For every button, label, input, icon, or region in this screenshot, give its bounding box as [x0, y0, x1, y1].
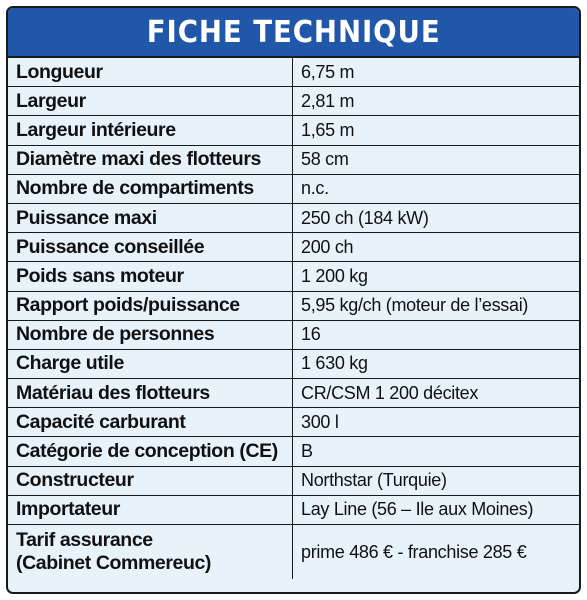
spec-row: [8, 58, 579, 87]
spec-table: [8, 58, 579, 579]
spec-row: [8, 233, 579, 262]
spec-label: Diamètre maxi des flotteurs: [8, 145, 293, 174]
spec-label: Puissance maxi: [8, 203, 293, 232]
spec-value: Northstar (Turquie): [293, 466, 580, 495]
spec-label: Catégorie de conception (CE): [8, 437, 293, 466]
spec-row: [8, 87, 579, 116]
spec-value: 250 ch (184 kW): [293, 203, 580, 232]
spec-row: [8, 291, 579, 320]
spec-row: [8, 174, 579, 203]
spec-row: [8, 495, 579, 524]
spec-value: 200 ch: [293, 233, 580, 262]
spec-sheet: [6, 6, 581, 594]
spec-value: 6,75 m: [293, 58, 580, 87]
spec-label: Rapport poids/puissance: [8, 291, 293, 320]
spec-value: 1 630 kg: [293, 349, 580, 378]
spec-value: 1 200 kg: [293, 262, 580, 291]
spec-row: [8, 262, 579, 291]
spec-value: 2,81 m: [293, 87, 580, 116]
spec-row-insurance: [8, 525, 579, 580]
spec-label: Nombre de personnes: [8, 320, 293, 349]
spec-label: Importateur: [8, 495, 293, 524]
spec-value: 300 l: [293, 408, 580, 437]
spec-row: [8, 466, 579, 495]
spec-value: 5,95 kg/ch (moteur de l’essai): [293, 291, 580, 320]
spec-value: 16: [293, 320, 580, 349]
spec-label: Nombre de compartiments: [8, 174, 293, 203]
spec-value: prime 486 € - franchise 285 €: [293, 525, 580, 580]
spec-row: [8, 145, 579, 174]
spec-value: B: [293, 437, 580, 466]
spec-value: CR/CSM 1 200 décitex: [293, 379, 580, 408]
spec-row: [8, 203, 579, 232]
spec-label: Largeur: [8, 87, 293, 116]
spec-row: [8, 437, 579, 466]
spec-row: [8, 349, 579, 378]
spec-label: Longueur: [8, 58, 293, 87]
spec-label-line: (Cabinet Commereuc): [16, 552, 212, 574]
spec-table-body: [8, 58, 579, 579]
sheet-title: FICHE TECHNIQUE: [146, 14, 441, 50]
spec-label: [8, 525, 293, 580]
spec-label: Largeur intérieure: [8, 116, 293, 145]
spec-value: Lay Line (56 – Ile aux Moines): [293, 495, 580, 524]
spec-label: Poids sans moteur: [8, 262, 293, 291]
spec-label: Matériau des flotteurs: [8, 379, 293, 408]
spec-row: [8, 379, 579, 408]
spec-label-line: Tarif assurance: [16, 529, 153, 551]
spec-row: [8, 116, 579, 145]
spec-row: [8, 408, 579, 437]
spec-value: 58 cm: [293, 145, 580, 174]
spec-label: Capacité carburant: [8, 408, 293, 437]
spec-value: 1,65 m: [293, 116, 580, 145]
spec-value: n.c.: [293, 174, 580, 203]
spec-row: [8, 320, 579, 349]
title-bar: [8, 8, 579, 58]
spec-label: Puissance conseillée: [8, 233, 293, 262]
spec-label: Charge utile: [8, 349, 293, 378]
spec-label: Constructeur: [8, 466, 293, 495]
